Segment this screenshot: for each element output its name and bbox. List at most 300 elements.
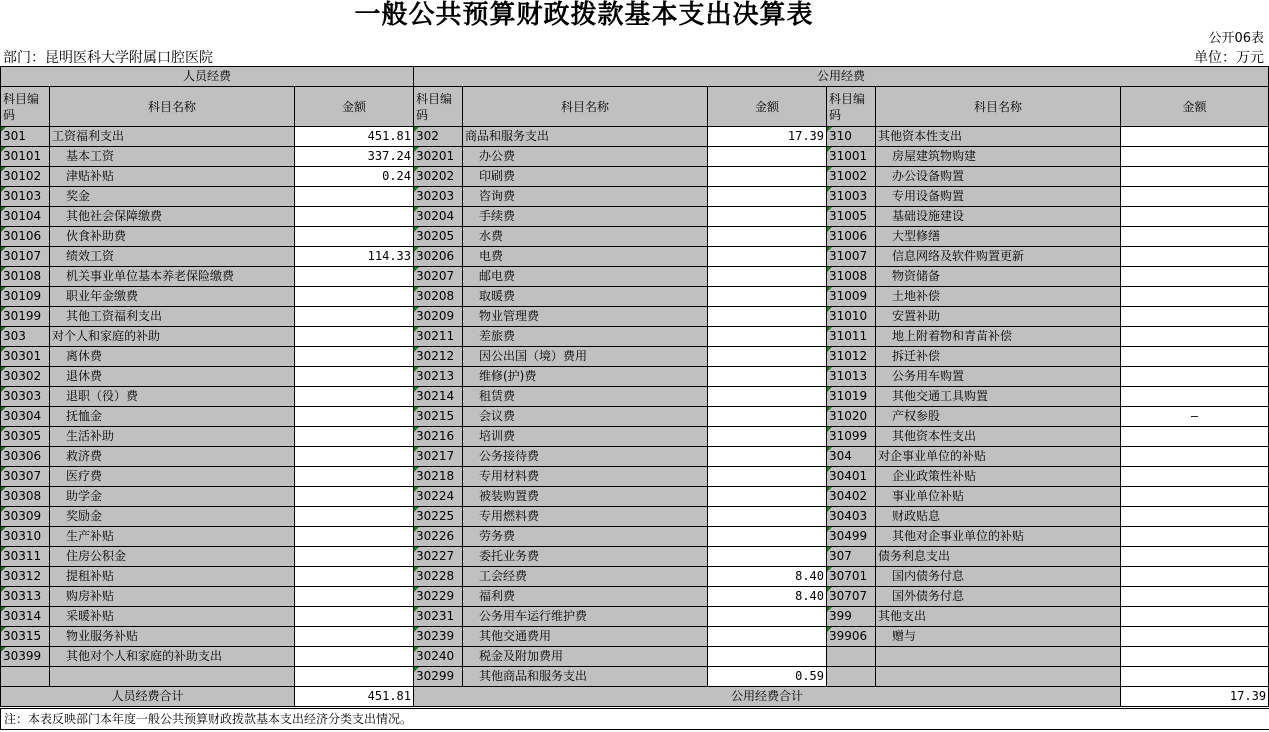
subject-name-cell[interactable]: 委托业务费: [463, 547, 708, 567]
subject-code-cell[interactable]: 30307: [1, 467, 50, 487]
subject-code-cell[interactable]: 30209: [414, 307, 463, 327]
subject-code-cell[interactable]: 30201: [414, 147, 463, 167]
amount-cell[interactable]: [295, 667, 414, 687]
amount-cell[interactable]: [295, 387, 414, 407]
subject-code-cell[interactable]: 30401: [827, 467, 876, 487]
subject-code-cell[interactable]: 31020: [827, 407, 876, 427]
col-header-name: 科目名称: [876, 87, 1121, 127]
subject-name-cell[interactable]: 安置补助: [876, 307, 1121, 327]
amount-cell[interactable]: [708, 307, 827, 327]
table-row: [1, 227, 1269, 247]
subject-code-cell[interactable]: 30107: [1, 247, 50, 267]
amount-cell[interactable]: [708, 407, 827, 427]
amount-cell[interactable]: [295, 187, 414, 207]
subject-name-cell[interactable]: 其他对个人和家庭的补助支出: [50, 647, 295, 667]
table-row: [1, 167, 1269, 187]
amount-cell[interactable]: [708, 227, 827, 247]
amount-cell[interactable]: —: [1121, 407, 1269, 427]
expenditure-table: [0, 66, 1269, 707]
amount-cell[interactable]: [708, 427, 827, 447]
subject-name-cell[interactable]: 对个人和家庭的补助: [50, 327, 295, 347]
subject-code-cell[interactable]: 30229: [414, 587, 463, 607]
subject-name-cell[interactable]: 提租补贴: [50, 567, 295, 587]
subject-name-cell[interactable]: 住房公积金: [50, 547, 295, 567]
amount-cell[interactable]: 8.40: [708, 567, 827, 587]
public-total-amount[interactable]: 17.39: [1121, 687, 1269, 707]
subject-code-cell[interactable]: 30301: [1, 347, 50, 367]
amount-cell[interactable]: [295, 607, 414, 627]
subject-code-cell[interactable]: 30403: [827, 507, 876, 527]
table-row: [1, 567, 1269, 587]
subject-name-cell[interactable]: 购房补贴: [50, 587, 295, 607]
col-header-amount: 金额: [708, 87, 827, 127]
amount-cell[interactable]: [295, 267, 414, 287]
amount-cell[interactable]: [295, 367, 414, 387]
subject-code-cell[interactable]: 31006: [827, 227, 876, 247]
subject-name-cell[interactable]: 退职（役）费: [50, 387, 295, 407]
subject-code-cell[interactable]: 30315: [1, 627, 50, 647]
amount-cell[interactable]: [708, 467, 827, 487]
subject-code-cell[interactable]: 30103: [1, 187, 50, 207]
table-row: [1, 287, 1269, 307]
amount-cell[interactable]: [295, 427, 414, 447]
table-row: [1, 407, 1269, 427]
subject-name-cell[interactable]: 其他资本性支出: [876, 427, 1121, 447]
subject-code-cell[interactable]: [827, 667, 876, 687]
amount-cell[interactable]: 114.33: [295, 247, 414, 267]
subject-name-cell[interactable]: 工资福利支出: [50, 127, 295, 147]
subject-code-cell[interactable]: 30313: [1, 587, 50, 607]
amount-cell[interactable]: [1121, 607, 1269, 627]
subject-code-cell[interactable]: 30306: [1, 447, 50, 467]
amount-cell[interactable]: [295, 287, 414, 307]
subject-name-cell[interactable]: 税金及附加费用: [463, 647, 708, 667]
amount-cell[interactable]: [1121, 467, 1269, 487]
subject-name-cell[interactable]: 维修(护)费: [463, 367, 708, 387]
subject-code-cell[interactable]: 31009: [827, 287, 876, 307]
amount-cell[interactable]: [708, 507, 827, 527]
totals-row: [1, 687, 1269, 707]
amount-cell[interactable]: [1121, 507, 1269, 527]
subject-code-cell[interactable]: 30218: [414, 467, 463, 487]
amount-cell[interactable]: [708, 367, 827, 387]
subject-name-cell[interactable]: 公务用车购置: [876, 367, 1121, 387]
subject-name-cell[interactable]: 大型修缮: [876, 227, 1121, 247]
subject-code-cell[interactable]: 30228: [414, 567, 463, 587]
amount-cell[interactable]: [295, 587, 414, 607]
subject-name-cell[interactable]: 差旅费: [463, 327, 708, 347]
subject-code-cell[interactable]: 30227: [414, 547, 463, 567]
report-title: 一般公共预算财政拨款基本支出决算表: [354, 0, 814, 30]
public-total-label: 公用经费合计: [414, 687, 1121, 707]
table-row: [1, 427, 1269, 447]
table-row: [1, 607, 1269, 627]
subject-name-cell[interactable]: 专用燃料费: [463, 507, 708, 527]
subject-code-cell[interactable]: 31010: [827, 307, 876, 327]
subject-name-cell[interactable]: 手续费: [463, 207, 708, 227]
subject-code-cell[interactable]: 31008: [827, 267, 876, 287]
subject-code-cell[interactable]: 30305: [1, 427, 50, 447]
subject-code-cell[interactable]: 31007: [827, 247, 876, 267]
amount-cell[interactable]: [708, 187, 827, 207]
amount-cell[interactable]: [708, 387, 827, 407]
subject-code-cell[interactable]: 30231: [414, 607, 463, 627]
subject-code-cell[interactable]: 31013: [827, 367, 876, 387]
subject-code-cell[interactable]: [1, 667, 50, 687]
col-header-code: 科目编码: [827, 87, 876, 127]
subject-name-cell[interactable]: 绩效工资: [50, 247, 295, 267]
subject-code-cell[interactable]: 30499: [827, 527, 876, 547]
subject-name-cell[interactable]: 生活补助: [50, 427, 295, 447]
subject-code-cell[interactable]: 30208: [414, 287, 463, 307]
subject-code-cell[interactable]: 30104: [1, 207, 50, 227]
subject-name-cell[interactable]: 劳务费: [463, 527, 708, 547]
table-note: 注：本表反映部门本年度一般公共预算财政拨款基本支出经济分类支出情况。: [0, 708, 1269, 730]
amount-cell[interactable]: [295, 467, 414, 487]
amount-cell[interactable]: [708, 487, 827, 507]
subject-name-cell[interactable]: [876, 667, 1121, 687]
subject-code-cell[interactable]: 307: [827, 547, 876, 567]
subject-name-cell[interactable]: 因公出国（境）费用: [463, 347, 708, 367]
personnel-total-label: 人员经费合计: [1, 687, 295, 707]
subject-name-cell[interactable]: 抚恤金: [50, 407, 295, 427]
amount-cell[interactable]: [295, 447, 414, 467]
amount-cell[interactable]: [1121, 447, 1269, 467]
amount-cell[interactable]: [708, 327, 827, 347]
subject-code-cell[interactable]: 310: [827, 127, 876, 147]
subject-name-cell[interactable]: 对企事业单位的补贴: [876, 447, 1121, 467]
subject-name-cell[interactable]: 印刷费: [463, 167, 708, 187]
subject-code-cell[interactable]: [827, 647, 876, 667]
amount-cell[interactable]: [1121, 147, 1269, 167]
subject-code-cell[interactable]: 30225: [414, 507, 463, 527]
table-row: [1, 647, 1269, 667]
subject-name-cell[interactable]: 房屋建筑物购建: [876, 147, 1121, 167]
subject-code-cell[interactable]: 30239: [414, 627, 463, 647]
subject-code-cell[interactable]: 30302: [1, 367, 50, 387]
subject-name-cell[interactable]: 产权参股: [876, 407, 1121, 427]
amount-cell[interactable]: [1121, 207, 1269, 227]
subject-code-cell[interactable]: 30701: [827, 567, 876, 587]
subject-code-cell[interactable]: 30108: [1, 267, 50, 287]
subject-name-cell[interactable]: 办公设备购置: [876, 167, 1121, 187]
amount-cell[interactable]: 0.24: [295, 167, 414, 187]
subject-name-cell[interactable]: 其他交通工具购置: [876, 387, 1121, 407]
amount-cell[interactable]: [708, 267, 827, 287]
subject-name-cell[interactable]: 债务利息支出: [876, 547, 1121, 567]
subject-code-cell[interactable]: 30102: [1, 167, 50, 187]
subject-code-cell[interactable]: 301: [1, 127, 50, 147]
subject-code-cell[interactable]: 30308: [1, 487, 50, 507]
amount-cell[interactable]: [295, 507, 414, 527]
subject-code-cell[interactable]: 30212: [414, 347, 463, 367]
amount-cell[interactable]: [1121, 667, 1269, 687]
table-row: [1, 507, 1269, 527]
table-row: [1, 207, 1269, 227]
section-public-header: 公用经费: [414, 67, 1269, 87]
subject-name-cell[interactable]: 其他交通费用: [463, 627, 708, 647]
subject-name-cell[interactable]: 办公费: [463, 147, 708, 167]
subject-name-cell[interactable]: 会议费: [463, 407, 708, 427]
subject-name-cell[interactable]: [876, 647, 1121, 667]
subject-code-cell[interactable]: 30213: [414, 367, 463, 387]
amount-cell[interactable]: [708, 247, 827, 267]
amount-cell[interactable]: [708, 527, 827, 547]
amount-cell[interactable]: [1121, 287, 1269, 307]
subject-code-cell[interactable]: 30101: [1, 147, 50, 167]
subject-name-cell[interactable]: 被装购置费: [463, 487, 708, 507]
subject-code-cell[interactable]: 30211: [414, 327, 463, 347]
subject-name-cell[interactable]: 公务用车运行维护费: [463, 607, 708, 627]
subject-name-cell[interactable]: 拆迁补偿: [876, 347, 1121, 367]
subject-name-cell[interactable]: 财政贴息: [876, 507, 1121, 527]
amount-cell[interactable]: [295, 207, 414, 227]
subject-name-cell[interactable]: 职业年金缴费: [50, 287, 295, 307]
subject-code-cell[interactable]: 30224: [414, 487, 463, 507]
amount-cell[interactable]: [1121, 307, 1269, 327]
subject-code-cell[interactable]: 31019: [827, 387, 876, 407]
subject-name-cell[interactable]: 其他工资福利支出: [50, 307, 295, 327]
amount-cell[interactable]: [1121, 247, 1269, 267]
amount-cell[interactable]: [295, 487, 414, 507]
amount-cell[interactable]: [1121, 527, 1269, 547]
table-row: [1, 387, 1269, 407]
amount-cell[interactable]: [295, 327, 414, 347]
subject-code-cell[interactable]: 30314: [1, 607, 50, 627]
subject-name-cell[interactable]: 信息网络及软件购置更新: [876, 247, 1121, 267]
subject-code-cell[interactable]: 30312: [1, 567, 50, 587]
subject-code-cell[interactable]: 30217: [414, 447, 463, 467]
subject-name-cell[interactable]: 生产补贴: [50, 527, 295, 547]
amount-cell[interactable]: 8.40: [708, 587, 827, 607]
unit-label: 单位：万元: [1194, 50, 1264, 66]
subject-code-cell[interactable]: 30204: [414, 207, 463, 227]
amount-cell[interactable]: [295, 227, 414, 247]
subject-name-cell[interactable]: 电费: [463, 247, 708, 267]
subject-name-cell[interactable]: 专用材料费: [463, 467, 708, 487]
subject-name-cell[interactable]: 专用设备购置: [876, 187, 1121, 207]
subject-name-cell[interactable]: 救济费: [50, 447, 295, 467]
amount-cell[interactable]: [708, 447, 827, 467]
amount-cell[interactable]: [1121, 427, 1269, 447]
subject-name-cell[interactable]: 基本工资: [50, 147, 295, 167]
subject-code-cell[interactable]: 30304: [1, 407, 50, 427]
amount-cell[interactable]: 337.24: [295, 147, 414, 167]
subject-code-cell[interactable]: 30402: [827, 487, 876, 507]
amount-cell[interactable]: [1121, 627, 1269, 647]
table-row: [1, 467, 1269, 487]
table-row: [1, 627, 1269, 647]
amount-cell[interactable]: 17.39: [708, 127, 827, 147]
subject-name-cell[interactable]: 机关事业单位基本养老保险缴费: [50, 267, 295, 287]
amount-cell[interactable]: [708, 627, 827, 647]
subject-name-cell[interactable]: 租赁费: [463, 387, 708, 407]
amount-cell[interactable]: [1121, 127, 1269, 147]
amount-cell[interactable]: [708, 607, 827, 627]
amount-cell[interactable]: [1121, 367, 1269, 387]
amount-cell[interactable]: [295, 347, 414, 367]
subject-name-cell[interactable]: 公务接待费: [463, 447, 708, 467]
subject-name-cell[interactable]: 国外债务付息: [876, 587, 1121, 607]
amount-cell[interactable]: [708, 147, 827, 167]
subject-name-cell[interactable]: 其他支出: [876, 607, 1121, 627]
subject-code-cell[interactable]: 31003: [827, 187, 876, 207]
subject-name-cell[interactable]: 企业政策性补贴: [876, 467, 1121, 487]
amount-cell[interactable]: [1121, 587, 1269, 607]
subject-code-cell[interactable]: 399: [827, 607, 876, 627]
subject-name-cell[interactable]: 津贴补贴: [50, 167, 295, 187]
amount-cell[interactable]: [1121, 267, 1269, 287]
subject-name-cell[interactable]: 基础设施建设: [876, 207, 1121, 227]
subject-code-cell[interactable]: 30106: [1, 227, 50, 247]
subject-name-cell[interactable]: 伙食补助费: [50, 227, 295, 247]
subject-name-cell[interactable]: 助学金: [50, 487, 295, 507]
subject-name-cell[interactable]: 地上附着物和青苗补偿: [876, 327, 1121, 347]
subject-name-cell[interactable]: 离休费: [50, 347, 295, 367]
table-row: [1, 187, 1269, 207]
subject-code-cell[interactable]: 30214: [414, 387, 463, 407]
amount-cell[interactable]: [1121, 227, 1269, 247]
subject-code-cell[interactable]: 30216: [414, 427, 463, 447]
subject-name-cell[interactable]: 咨询费: [463, 187, 708, 207]
subject-name-cell[interactable]: 物资储备: [876, 267, 1121, 287]
subject-code-cell[interactable]: 30309: [1, 507, 50, 527]
form-number: 公开06表: [1208, 31, 1264, 46]
subject-name-cell[interactable]: 国内债务付息: [876, 567, 1121, 587]
table-row: [1, 327, 1269, 347]
subject-name-cell[interactable]: 采暖补贴: [50, 607, 295, 627]
subject-code-cell[interactable]: 30203: [414, 187, 463, 207]
subject-code-cell[interactable]: 30303: [1, 387, 50, 407]
subject-code-cell[interactable]: 30199: [1, 307, 50, 327]
subject-name-cell[interactable]: 退休费: [50, 367, 295, 387]
amount-cell[interactable]: [708, 207, 827, 227]
subject-code-cell[interactable]: 30205: [414, 227, 463, 247]
table-row: [1, 447, 1269, 467]
table-row: [1, 547, 1269, 567]
amount-cell[interactable]: [708, 167, 827, 187]
table-row: [1, 147, 1269, 167]
amount-cell[interactable]: [295, 567, 414, 587]
subject-name-cell[interactable]: 物业管理费: [463, 307, 708, 327]
amount-cell[interactable]: [295, 547, 414, 567]
amount-cell[interactable]: [295, 407, 414, 427]
amount-cell[interactable]: [708, 547, 827, 567]
subject-code-cell[interactable]: 31012: [827, 347, 876, 367]
amount-cell[interactable]: [1121, 167, 1269, 187]
subject-code-cell[interactable]: 30310: [1, 527, 50, 547]
amount-cell[interactable]: [1121, 487, 1269, 507]
subject-name-cell[interactable]: 福利费: [463, 587, 708, 607]
table-row: [1, 667, 1269, 687]
subject-name-cell[interactable]: 取暖费: [463, 287, 708, 307]
amount-cell[interactable]: [1121, 327, 1269, 347]
table-row: [1, 587, 1269, 607]
amount-cell[interactable]: [295, 627, 414, 647]
subject-code-cell[interactable]: 31005: [827, 207, 876, 227]
subject-code-cell[interactable]: 31011: [827, 327, 876, 347]
amount-cell[interactable]: [1121, 187, 1269, 207]
amount-cell[interactable]: [708, 647, 827, 667]
subject-name-cell[interactable]: 其他社会保障缴费: [50, 207, 295, 227]
amount-cell[interactable]: [1121, 647, 1269, 667]
amount-cell[interactable]: [295, 527, 414, 547]
amount-cell[interactable]: 451.81: [295, 127, 414, 147]
table-row: [1, 127, 1269, 147]
amount-cell[interactable]: [1121, 547, 1269, 567]
amount-cell[interactable]: [1121, 347, 1269, 367]
subject-name-cell[interactable]: [50, 667, 295, 687]
subject-code-cell[interactable]: 30207: [414, 267, 463, 287]
subject-code-cell[interactable]: 30206: [414, 247, 463, 267]
subject-name-cell[interactable]: 奖金: [50, 187, 295, 207]
subject-name-cell[interactable]: 其他资本性支出: [876, 127, 1121, 147]
col-header-code: 科目编码: [1, 87, 50, 127]
subject-code-cell[interactable]: 30240: [414, 647, 463, 667]
subject-code-cell[interactable]: 30311: [1, 547, 50, 567]
amount-cell[interactable]: 0.59: [708, 667, 827, 687]
subject-name-cell[interactable]: 事业单位补贴: [876, 487, 1121, 507]
subject-code-cell[interactable]: 30299: [414, 667, 463, 687]
amount-cell[interactable]: [708, 287, 827, 307]
subject-name-cell[interactable]: 邮电费: [463, 267, 708, 287]
col-header-amount: 金额: [295, 87, 414, 127]
table-row: [1, 527, 1269, 547]
section-personnel-header: 人员经费: [1, 67, 414, 87]
subject-code-cell[interactable]: 304: [827, 447, 876, 467]
table-row: [1, 247, 1269, 267]
subject-code-cell[interactable]: 303: [1, 327, 50, 347]
subject-code-cell[interactable]: 30109: [1, 287, 50, 307]
table-row: [1, 347, 1269, 367]
subject-name-cell[interactable]: 奖励金: [50, 507, 295, 527]
table-row: [1, 307, 1269, 327]
amount-cell[interactable]: [295, 647, 414, 667]
table-row: [1, 367, 1269, 387]
subject-code-cell[interactable]: 30215: [414, 407, 463, 427]
table-row: [1, 267, 1269, 287]
subject-name-cell[interactable]: 培训费: [463, 427, 708, 447]
subject-code-cell[interactable]: 30226: [414, 527, 463, 547]
col-header-amount: 金额: [1121, 87, 1269, 127]
personnel-total-amount[interactable]: 451.81: [295, 687, 414, 707]
subject-code-cell[interactable]: 31002: [827, 167, 876, 187]
subject-code-cell[interactable]: 30202: [414, 167, 463, 187]
subject-code-cell[interactable]: 30707: [827, 587, 876, 607]
amount-cell[interactable]: [295, 307, 414, 327]
subject-code-cell[interactable]: 31099: [827, 427, 876, 447]
subject-code-cell[interactable]: 39906: [827, 627, 876, 647]
subject-name-cell[interactable]: 水费: [463, 227, 708, 247]
col-header-code: 科目编码: [414, 87, 463, 127]
department-label: 部门：昆明医科大学附属口腔医院: [3, 50, 213, 66]
subject-name-cell[interactable]: 物业服务补贴: [50, 627, 295, 647]
subject-code-cell[interactable]: 30399: [1, 647, 50, 667]
subject-name-cell[interactable]: 赠与: [876, 627, 1121, 647]
subject-code-cell[interactable]: 31001: [827, 147, 876, 167]
col-header-name: 科目名称: [50, 87, 295, 127]
subject-name-cell[interactable]: 医疗费: [50, 467, 295, 487]
amount-cell[interactable]: [1121, 387, 1269, 407]
subject-name-cell[interactable]: 工会经费: [463, 567, 708, 587]
subject-name-cell[interactable]: 商品和服务支出: [463, 127, 708, 147]
subject-name-cell[interactable]: 其他对企事业单位的补贴: [876, 527, 1121, 547]
subject-name-cell[interactable]: 其他商品和服务支出: [463, 667, 708, 687]
subject-code-cell[interactable]: 302: [414, 127, 463, 147]
amount-cell[interactable]: [1121, 567, 1269, 587]
subject-name-cell[interactable]: 土地补偿: [876, 287, 1121, 307]
amount-cell[interactable]: [708, 347, 827, 367]
